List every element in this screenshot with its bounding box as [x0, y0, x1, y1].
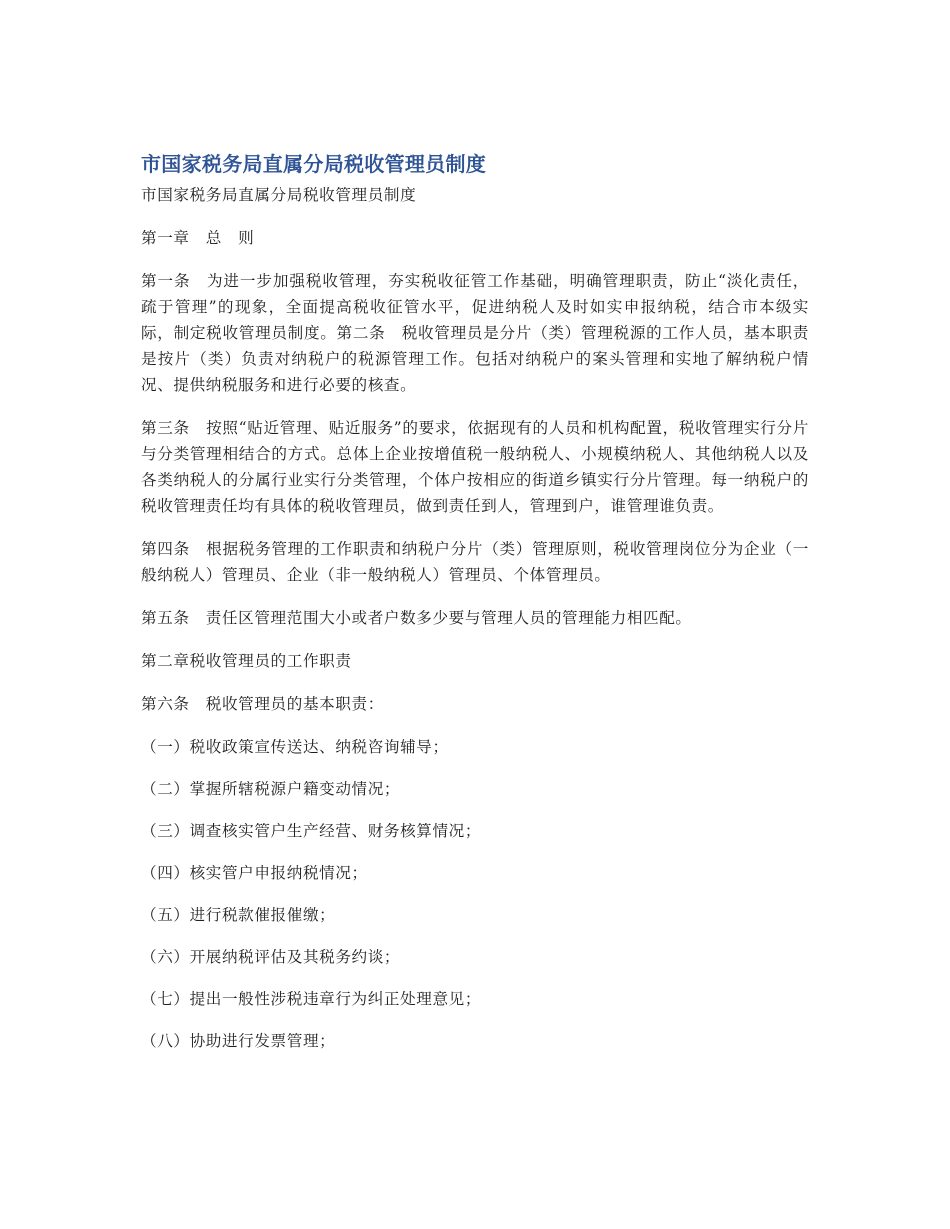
chapter-1-heading: 第一章 总 则: [141, 229, 255, 247]
document-subtitle: 市国家税务局直属分局税收管理员制度: [141, 186, 417, 204]
duty-item-3: （三）调查核实管户生产经营、财务核算情况；: [141, 822, 482, 840]
document-title: 市国家税务局直属分局税收管理员制度: [141, 152, 487, 176]
article-6-paragraph: 第六条 税收管理员的基本职责：: [141, 695, 384, 713]
article-3-paragraph: 第三条 按照“贴近管理、贴近服务”的要求，依据现有的人员和机构配置，税收管理实行分片与分类管理相结合的方式。总体上企业按增值税一般纳税人、小规模纳税人、其他纳税人以及各类纳税人的分属行业实行分类管理，个体户按相应的街道乡镇实行分片管理。每一纳税户的税收管理责任均有具体的税收管理员，做到责任到人，管理到户，谁管理谁负责。: [141, 419, 809, 515]
article-1-paragraph: 第一条 为进一步加强税收管理，夯实税收征管工作基础，明确管理职责，防止“淡化责任，疏于管理”的现象，全面提高税收征管水平，促进纳税人及时如实申报纳税，结合市本级实际，制定税收管理员制度。第二条 税收管理员是分片（类）管理税源的工作人员，基本职责是按片（类）负责对纳税户的税源管理工作。包括对纳税户的案头管理和实地了解纳税户情况、提供纳税服务和进行必要的核查。: [141, 272, 809, 394]
article-4-paragraph: 第四条 根据税务管理的工作职责和纳税户分片（类）管理原则，税收管理岗位分为企业（一般纳税人）管理员、企业（非一般纳税人）管理员、个体管理员。: [141, 540, 809, 584]
duty-item-4: （四）核实管户申报纳税情况；: [141, 864, 368, 882]
duty-item-5: （五）进行税款催报催缴；: [141, 906, 336, 924]
duty-item-8: （八）协助进行发票管理；: [141, 1032, 336, 1050]
duty-item-7: （七）提出一般性涉税违章行为纠正处理意见；: [141, 990, 482, 1008]
duty-item-6: （六）开展纳税评估及其税务约谈；: [141, 948, 401, 966]
duty-item-2: （二）掌握所辖税源户籍变动情况；: [141, 780, 401, 798]
document-page: [141, 150, 809, 1070]
article-5-paragraph: 第五条 责任区管理范围大小或者户数多少要与管理人员的管理能力相匹配。: [141, 609, 692, 627]
chapter-2-heading: 第二章税收管理员的工作职责: [141, 652, 352, 670]
duty-item-1: （一）税收政策宣传送达、纳税咨询辅导；: [141, 738, 449, 756]
